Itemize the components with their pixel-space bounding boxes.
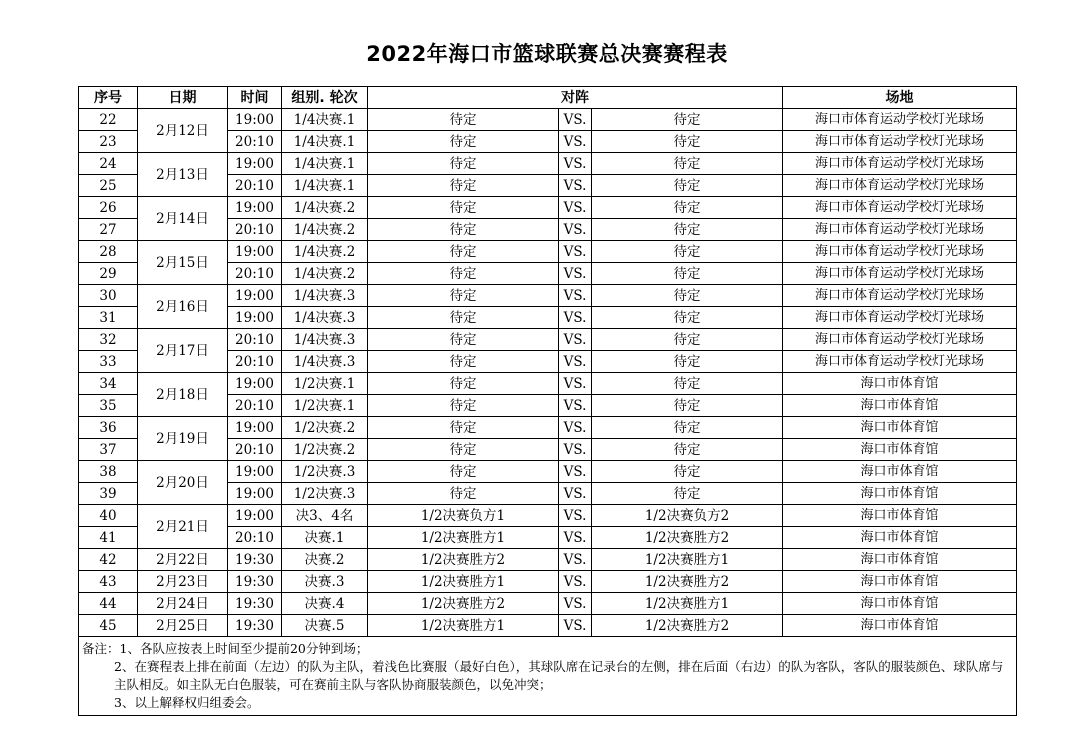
cell-no: 41 — [79, 527, 138, 549]
cell-away-team: 待定 — [592, 329, 783, 351]
cell-home-team: 1/2决赛胜方1 — [368, 571, 559, 593]
cell-venue: 海口市体育馆 — [783, 439, 1017, 461]
cell-away-team: 待定 — [592, 109, 783, 131]
cell-vs: VS. — [559, 307, 592, 329]
table-row — [79, 505, 1017, 527]
cell-vs: VS. — [559, 461, 592, 483]
cell-time: 19:00 — [228, 505, 282, 527]
cell-no: 35 — [79, 395, 138, 417]
cell-no: 37 — [79, 439, 138, 461]
cell-home-team: 待定 — [368, 241, 559, 263]
cell-home-team: 1/2决赛胜方2 — [368, 549, 559, 571]
cell-away-team: 待定 — [592, 395, 783, 417]
cell-time: 20:10 — [228, 395, 282, 417]
cell-home-team: 待定 — [368, 263, 559, 285]
cell-no: 36 — [79, 417, 138, 439]
cell-round: 1/2决赛.2 — [282, 417, 368, 439]
cell-no: 25 — [79, 175, 138, 197]
cell-time: 19:30 — [228, 615, 282, 637]
table-row — [79, 241, 1017, 263]
cell-date: 2月21日 — [138, 505, 228, 549]
cell-date: 2月19日 — [138, 417, 228, 461]
cell-away-team: 待定 — [592, 241, 783, 263]
cell-no: 42 — [79, 549, 138, 571]
cell-time: 20:10 — [228, 131, 282, 153]
cell-time: 20:10 — [228, 219, 282, 241]
cell-venue: 海口市体育馆 — [783, 593, 1017, 615]
cell-no: 24 — [79, 153, 138, 175]
cell-no: 23 — [79, 131, 138, 153]
cell-date: 2月24日 — [138, 593, 228, 615]
cell-away-team: 待定 — [592, 373, 783, 395]
table-row — [79, 549, 1017, 571]
cell-time: 20:10 — [228, 351, 282, 373]
cell-vs: VS. — [559, 131, 592, 153]
cell-venue: 海口市体育运动学校灯光球场 — [783, 285, 1017, 307]
cell-no: 39 — [79, 483, 138, 505]
cell-vs: VS. — [559, 593, 592, 615]
cell-round: 1/4决赛.2 — [282, 241, 368, 263]
cell-date: 2月14日 — [138, 197, 228, 241]
cell-home-team: 1/2决赛胜方1 — [368, 527, 559, 549]
cell-time: 19:00 — [228, 417, 282, 439]
cell-vs: VS. — [559, 395, 592, 417]
cell-round: 决赛.1 — [282, 527, 368, 549]
cell-home-team: 待定 — [368, 351, 559, 373]
cell-away-team: 待定 — [592, 131, 783, 153]
cell-vs: VS. — [559, 571, 592, 593]
table-row — [79, 571, 1017, 593]
cell-vs: VS. — [559, 615, 592, 637]
cell-vs: VS. — [559, 417, 592, 439]
cell-vs: VS. — [559, 505, 592, 527]
cell-no: 40 — [79, 505, 138, 527]
cell-no: 43 — [79, 571, 138, 593]
cell-time: 19:00 — [228, 241, 282, 263]
cell-home-team: 待定 — [368, 109, 559, 131]
cell-away-team: 1/2决赛胜方1 — [592, 593, 783, 615]
header-row — [79, 87, 1017, 109]
cell-round: 1/2决赛.1 — [282, 395, 368, 417]
cell-venue: 海口市体育运动学校灯光球场 — [783, 175, 1017, 197]
cell-time: 19:00 — [228, 197, 282, 219]
cell-vs: VS. — [559, 285, 592, 307]
note-line-3: 3、以上解释权归组委会。 — [114, 695, 260, 710]
cell-away-team: 待定 — [592, 219, 783, 241]
cell-time: 19:30 — [228, 593, 282, 615]
cell-time: 20:10 — [228, 175, 282, 197]
cell-time: 19:30 — [228, 571, 282, 593]
schedule-body — [79, 109, 1017, 637]
cell-venue: 海口市体育馆 — [783, 549, 1017, 571]
cell-time: 19:00 — [228, 461, 282, 483]
cell-time: 20:10 — [228, 329, 282, 351]
cell-round: 决3、4名 — [282, 505, 368, 527]
cell-vs: VS. — [559, 219, 592, 241]
cell-venue: 海口市体育运动学校灯光球场 — [783, 109, 1017, 131]
cell-venue: 海口市体育馆 — [783, 373, 1017, 395]
cell-venue: 海口市体育运动学校灯光球场 — [783, 307, 1017, 329]
cell-venue: 海口市体育运动学校灯光球场 — [783, 263, 1017, 285]
header-matchup: 对阵 — [368, 87, 783, 109]
cell-date: 2月17日 — [138, 329, 228, 373]
cell-date: 2月12日 — [138, 109, 228, 153]
cell-round: 1/2决赛.3 — [282, 461, 368, 483]
cell-vs: VS. — [559, 527, 592, 549]
cell-round: 1/4决赛.2 — [282, 197, 368, 219]
cell-time: 19:00 — [228, 373, 282, 395]
cell-round: 1/2决赛.3 — [282, 483, 368, 505]
table-row — [79, 461, 1017, 483]
cell-away-team: 待定 — [592, 285, 783, 307]
cell-home-team: 1/2决赛负方1 — [368, 505, 559, 527]
cell-round: 1/4决赛.1 — [282, 175, 368, 197]
cell-home-team: 待定 — [368, 461, 559, 483]
cell-venue: 海口市体育运动学校灯光球场 — [783, 351, 1017, 373]
cell-round: 决赛.2 — [282, 549, 368, 571]
cell-venue: 海口市体育馆 — [783, 483, 1017, 505]
cell-away-team: 待定 — [592, 417, 783, 439]
cell-venue: 海口市体育运动学校灯光球场 — [783, 197, 1017, 219]
cell-date: 2月13日 — [138, 153, 228, 197]
cell-away-team: 1/2决赛胜方2 — [592, 527, 783, 549]
cell-vs: VS. — [559, 153, 592, 175]
cell-venue: 海口市体育馆 — [783, 417, 1017, 439]
cell-no: 28 — [79, 241, 138, 263]
cell-round: 1/2决赛.1 — [282, 373, 368, 395]
cell-away-team: 待定 — [592, 483, 783, 505]
cell-time: 20:10 — [228, 439, 282, 461]
cell-venue: 海口市体育馆 — [783, 571, 1017, 593]
cell-time: 19:30 — [228, 549, 282, 571]
cell-time: 19:00 — [228, 483, 282, 505]
cell-venue: 海口市体育馆 — [783, 461, 1017, 483]
cell-away-team: 待定 — [592, 351, 783, 373]
cell-venue: 海口市体育运动学校灯光球场 — [783, 153, 1017, 175]
cell-round: 决赛.4 — [282, 593, 368, 615]
cell-away-team: 待定 — [592, 439, 783, 461]
cell-time: 19:00 — [228, 109, 282, 131]
cell-away-team: 待定 — [592, 263, 783, 285]
cell-home-team: 待定 — [368, 175, 559, 197]
cell-date: 2月18日 — [138, 373, 228, 417]
cell-vs: VS. — [559, 439, 592, 461]
cell-venue: 海口市体育运动学校灯光球场 — [783, 329, 1017, 351]
header-venue: 场地 — [783, 87, 1017, 109]
cell-no: 44 — [79, 593, 138, 615]
cell-date: 2月15日 — [138, 241, 228, 285]
cell-venue: 海口市体育馆 — [783, 395, 1017, 417]
cell-home-team: 1/2决赛胜方1 — [368, 615, 559, 637]
table-row — [79, 593, 1017, 615]
notes-row — [79, 637, 1017, 716]
cell-vs: VS. — [559, 483, 592, 505]
cell-home-team: 待定 — [368, 219, 559, 241]
cell-home-team: 待定 — [368, 373, 559, 395]
cell-no: 30 — [79, 285, 138, 307]
cell-home-team: 待定 — [368, 131, 559, 153]
header-date: 日期 — [138, 87, 228, 109]
note-line-1: 备注：1、各队应按表上时间至少提前20分钟到场； — [82, 641, 369, 656]
table-row — [79, 329, 1017, 351]
table-row — [79, 285, 1017, 307]
cell-time: 19:00 — [228, 153, 282, 175]
cell-away-team: 待定 — [592, 175, 783, 197]
cell-away-team: 1/2决赛负方2 — [592, 505, 783, 527]
cell-home-team: 1/2决赛胜方2 — [368, 593, 559, 615]
note-line-2: 2、在赛程表上排在前面（左边）的队为主队，着浅色比赛服（最好白色），其球队席在记录台的左侧，排在后面（右边）的队为客队，客队的服装颜色、球队席与主队相反。如主队无白色服装，可在赛前主队与客队协商服装颜色，以免冲突； — [114, 659, 1004, 692]
cell-round: 1/4决赛.1 — [282, 153, 368, 175]
cell-round: 1/4决赛.2 — [282, 263, 368, 285]
cell-away-team: 待定 — [592, 307, 783, 329]
cell-no: 27 — [79, 219, 138, 241]
notes-cell — [79, 637, 1017, 716]
cell-venue: 海口市体育运动学校灯光球场 — [783, 241, 1017, 263]
cell-vs: VS. — [559, 549, 592, 571]
cell-away-team: 1/2决赛胜方2 — [592, 571, 783, 593]
cell-date: 2月25日 — [138, 615, 228, 637]
cell-round: 1/4决赛.3 — [282, 351, 368, 373]
cell-no: 31 — [79, 307, 138, 329]
cell-vs: VS. — [559, 175, 592, 197]
cell-home-team: 待定 — [368, 285, 559, 307]
cell-vs: VS. — [559, 109, 592, 131]
cell-away-team: 待定 — [592, 197, 783, 219]
cell-time: 19:00 — [228, 307, 282, 329]
cell-vs: VS. — [559, 263, 592, 285]
cell-home-team: 待定 — [368, 329, 559, 351]
cell-no: 26 — [79, 197, 138, 219]
cell-away-team: 待定 — [592, 153, 783, 175]
cell-round: 1/2决赛.2 — [282, 439, 368, 461]
header-time: 时间 — [228, 87, 282, 109]
cell-date: 2月22日 — [138, 549, 228, 571]
cell-away-team: 1/2决赛胜方1 — [592, 549, 783, 571]
cell-round: 决赛.5 — [282, 615, 368, 637]
cell-vs: VS. — [559, 241, 592, 263]
table-row — [79, 109, 1017, 131]
cell-venue: 海口市体育运动学校灯光球场 — [783, 219, 1017, 241]
cell-no: 32 — [79, 329, 138, 351]
cell-round: 1/4决赛.2 — [282, 219, 368, 241]
cell-round: 决赛.3 — [282, 571, 368, 593]
cell-home-team: 待定 — [368, 483, 559, 505]
cell-home-team: 待定 — [368, 439, 559, 461]
cell-no: 33 — [79, 351, 138, 373]
cell-venue: 海口市体育运动学校灯光球场 — [783, 131, 1017, 153]
table-row — [79, 153, 1017, 175]
cell-venue: 海口市体育馆 — [783, 527, 1017, 549]
cell-venue: 海口市体育馆 — [783, 615, 1017, 637]
cell-round: 1/4决赛.3 — [282, 329, 368, 351]
cell-round: 1/4决赛.3 — [282, 307, 368, 329]
cell-no: 45 — [79, 615, 138, 637]
table-row — [79, 373, 1017, 395]
header-no: 序号 — [79, 87, 138, 109]
cell-vs: VS. — [559, 329, 592, 351]
table-row — [79, 417, 1017, 439]
cell-date: 2月16日 — [138, 285, 228, 329]
cell-away-team: 1/2决赛胜方2 — [592, 615, 783, 637]
cell-time: 19:00 — [228, 285, 282, 307]
cell-no: 34 — [79, 373, 138, 395]
cell-date: 2月20日 — [138, 461, 228, 505]
cell-away-team: 待定 — [592, 461, 783, 483]
schedule-table — [78, 86, 1017, 716]
cell-home-team: 待定 — [368, 307, 559, 329]
page-title: 2022年海口市篮球联赛总决赛赛程表 — [366, 42, 728, 66]
cell-no: 38 — [79, 461, 138, 483]
cell-round: 1/4决赛.1 — [282, 109, 368, 131]
cell-round: 1/4决赛.1 — [282, 131, 368, 153]
cell-venue: 海口市体育馆 — [783, 505, 1017, 527]
cell-date: 2月23日 — [138, 571, 228, 593]
table-row — [79, 615, 1017, 637]
cell-no: 29 — [79, 263, 138, 285]
cell-home-team: 待定 — [368, 395, 559, 417]
cell-home-team: 待定 — [368, 197, 559, 219]
cell-no: 22 — [79, 109, 138, 131]
table-row — [79, 197, 1017, 219]
cell-round: 1/4决赛.3 — [282, 285, 368, 307]
cell-time: 20:10 — [228, 263, 282, 285]
cell-vs: VS. — [559, 373, 592, 395]
cell-time: 20:10 — [228, 527, 282, 549]
cell-home-team: 待定 — [368, 153, 559, 175]
cell-vs: VS. — [559, 197, 592, 219]
cell-vs: VS. — [559, 351, 592, 373]
cell-home-team: 待定 — [368, 417, 559, 439]
header-group: 组别. 轮次 — [282, 87, 368, 109]
